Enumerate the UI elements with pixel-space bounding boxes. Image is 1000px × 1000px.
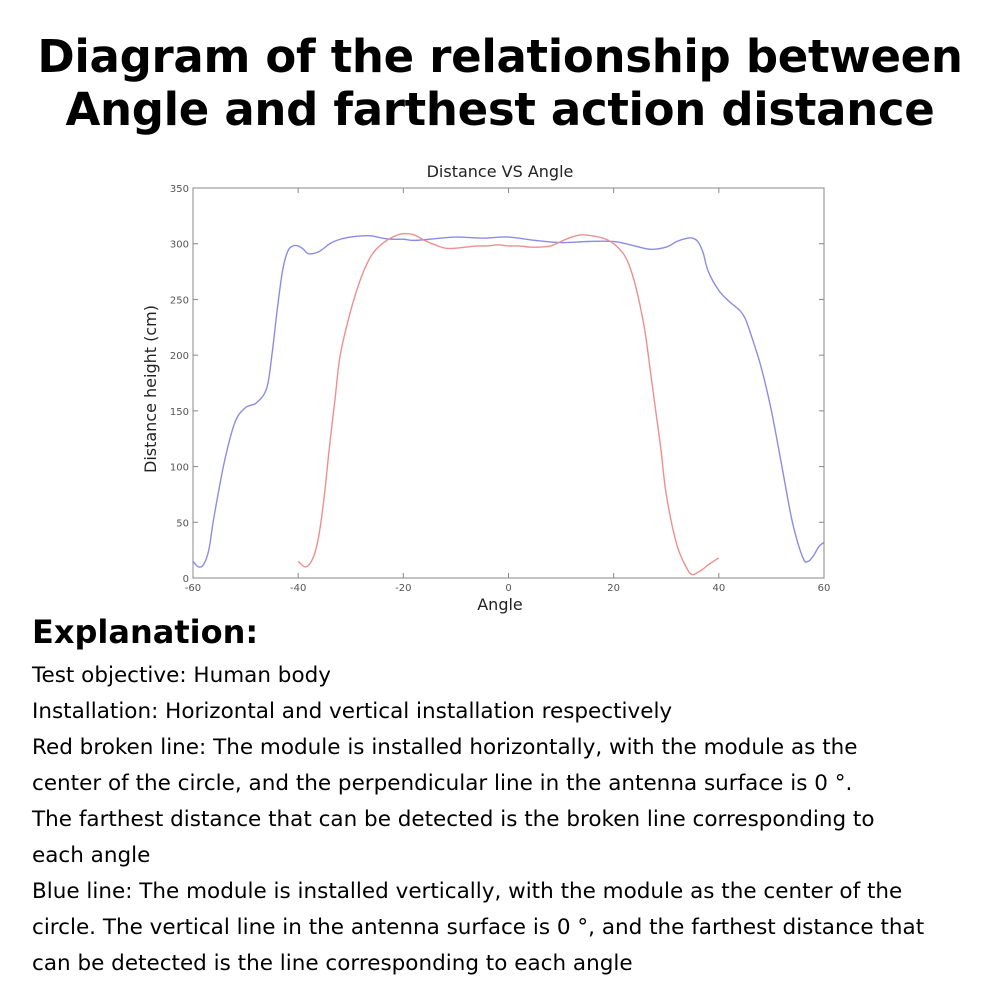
y-tick-label: 300 <box>169 239 189 251</box>
x-tick-label: -40 <box>289 583 307 594</box>
explanation-line: Installation: Horizontal and vertical installation respectively <box>32 699 673 724</box>
x-tick-label: 0 <box>505 583 512 594</box>
explanation-section <box>32 612 982 982</box>
y-tick-label: 0 <box>182 574 189 585</box>
x-tick-label: -20 <box>395 583 412 594</box>
y-axis-label: Distance height (cm) <box>141 305 160 473</box>
y-tick-label: 50 <box>176 518 189 530</box>
y-tick-label: 100 <box>169 462 189 474</box>
x-tick-label: 20 <box>607 583 621 594</box>
x-axis-label: Angle <box>477 595 523 614</box>
distance-vs-angle-chart <box>0 155 1000 615</box>
page-title-line-1: Diagram of the relationship between <box>37 30 963 83</box>
explanation-line: Blue line: The module is installed vertically, with the module as the center of the <box>32 879 903 904</box>
y-tick-label: 250 <box>169 295 189 307</box>
y-tick-label: 350 <box>169 184 189 195</box>
explanation-line: center of the circle, and the perpendicular line in the antenna surface is 0 °. <box>32 771 853 796</box>
explanation-line: each angle <box>32 843 151 868</box>
x-tick-label: 40 <box>712 583 726 594</box>
x-tick-label: 60 <box>817 583 831 594</box>
explanation-line: Red broken line: The module is installed horizontally, with the module as the <box>32 735 858 760</box>
explanation-line: The farthest distance that can be detected is the broken line corresponding to <box>32 807 875 832</box>
y-tick-label: 150 <box>169 406 189 418</box>
explanation-line: can be detected is the line corresponding to each angle <box>32 951 633 976</box>
x-tick-label: -60 <box>184 583 202 594</box>
explanation-heading: Explanation: <box>32 613 259 651</box>
explanation-line: circle. The vertical line in the antenna surface is 0 °, and the farthest distance that <box>32 915 925 940</box>
chart-title: Distance VS Angle <box>426 162 574 181</box>
explanation-line: Test objective: Human body <box>32 663 331 688</box>
page-title-line-2: Angle and farthest action distance <box>65 83 935 136</box>
page-title <box>0 30 1000 136</box>
y-tick-label: 200 <box>169 351 189 363</box>
